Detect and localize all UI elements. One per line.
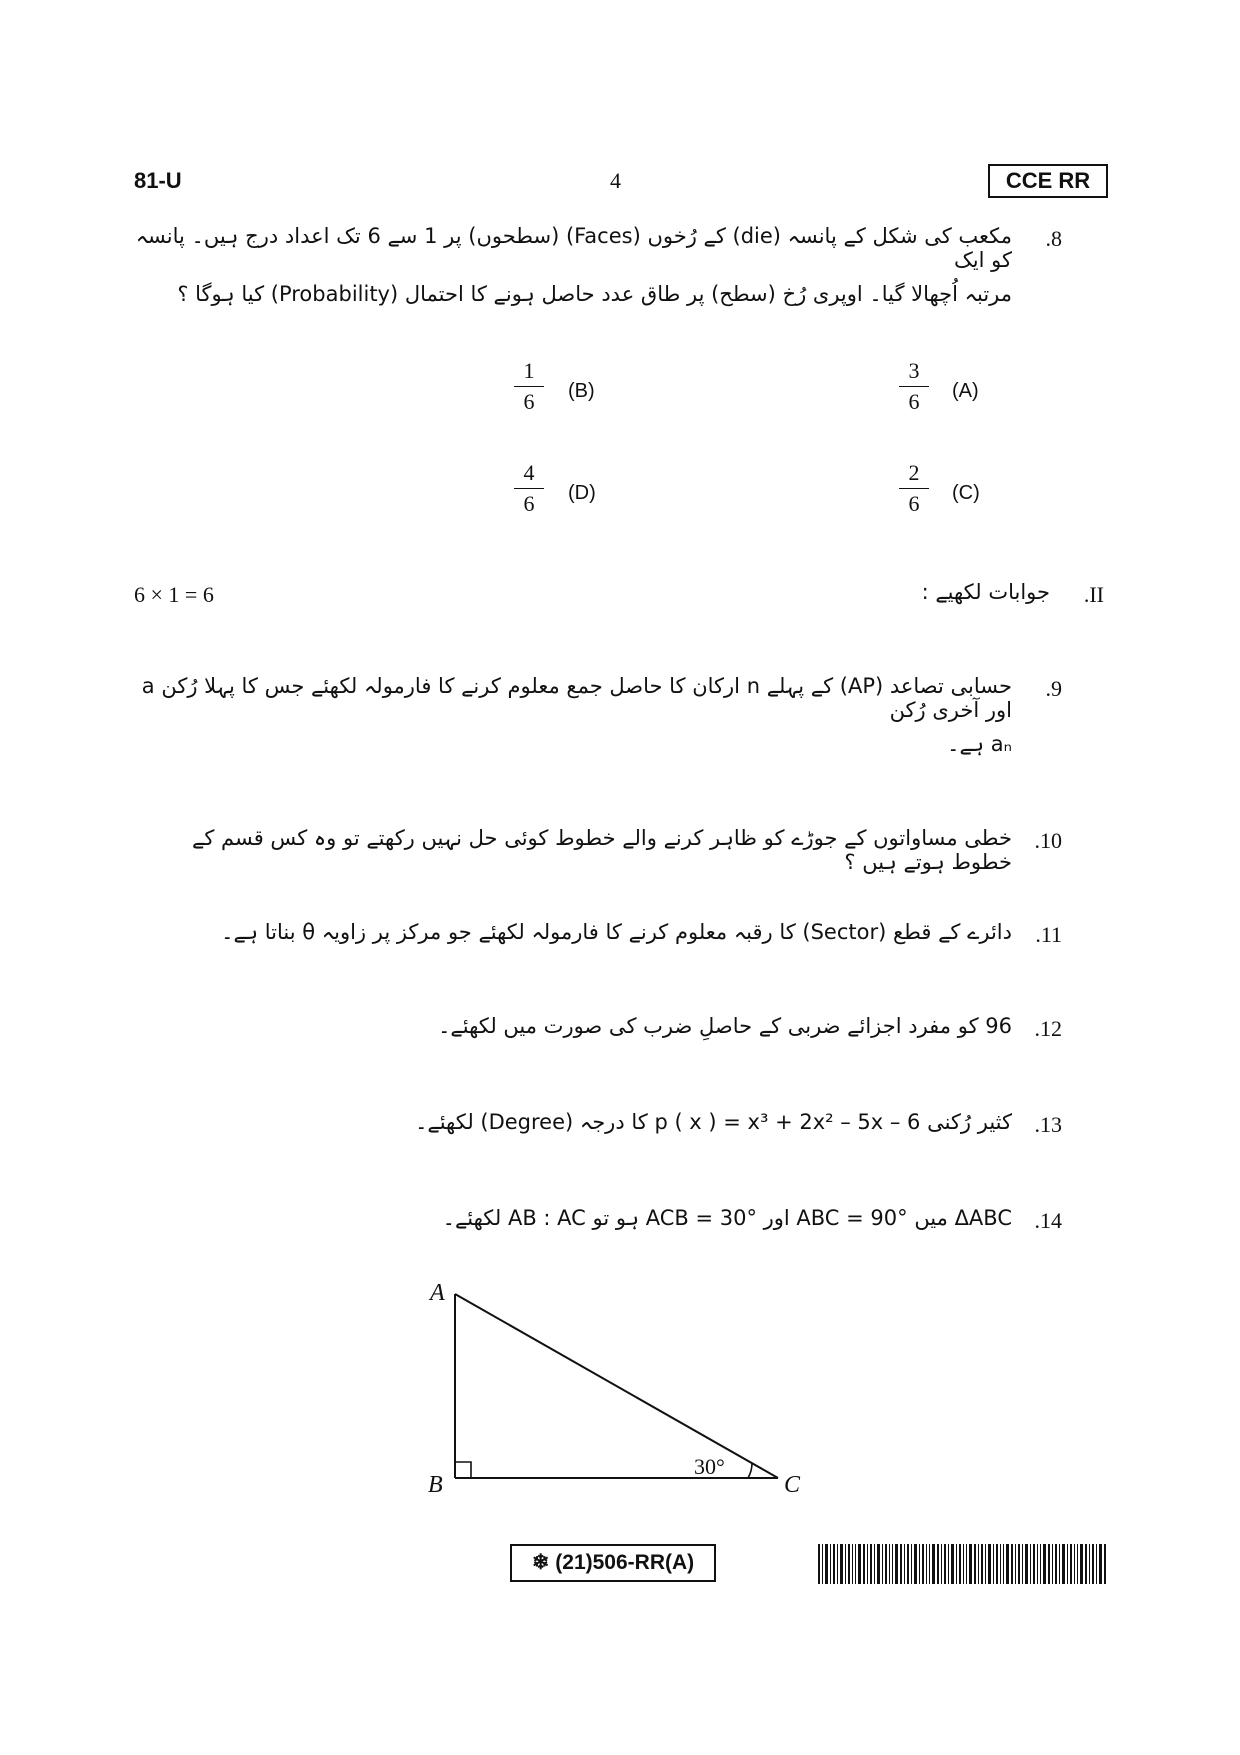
vertex-a-label: A (430, 1280, 445, 1306)
option-c-fraction (899, 460, 929, 517)
q13-number: .13 (1034, 1112, 1062, 1137)
section-marks: 6 × 1 = 6 (134, 582, 214, 607)
option-b-fraction (514, 358, 544, 415)
paper-code: 81-U (134, 168, 182, 193)
option-b-denominator: 6 (523, 389, 535, 414)
q9-line1: حسابی تصاعد (AP) کے پہلے n ارکان کا حاصل جمع معلوم کرنے کا فارمولہ لکھئے جس کا پہلا رُکن a اور آخری رُکن (141, 674, 1012, 722)
angle-arc (748, 1463, 752, 1478)
option-d-fraction (514, 460, 544, 517)
angle-30-label: 30° (694, 1454, 725, 1479)
q8-line2: مرتبہ اُچھالا گیا۔ اوپری رُخ (سطح) پر طاق عدد حاصل ہونے کا احتمال (Probability) کیا ہوگا ؟ (177, 282, 1012, 306)
option-a-fraction (899, 358, 929, 415)
option-c-numerator: 2 (908, 460, 920, 485)
option-a-denominator: 6 (908, 389, 920, 414)
q10-text: خطی مساواتوں کے جوڑے کو ظاہر کرنے والے خطوط کوئی حل نہیں رکھتے تو وہ کس قسم کے خطوط ہوتے ہیں ؟ (192, 826, 1012, 874)
q8-number: .8 (1045, 226, 1062, 251)
fraction-bar (899, 386, 929, 387)
q9-line2: aₙ ہے۔ (947, 732, 1012, 756)
q14-number: .14 (1034, 1208, 1062, 1233)
option-a-label: (A) (952, 380, 979, 402)
option-d-numerator: 4 (523, 460, 535, 485)
option-d-label: (D) (568, 482, 596, 504)
q10-number: .10 (1034, 828, 1062, 853)
option-b-label: (B) (568, 380, 595, 402)
q12-number: .12 (1034, 1016, 1062, 1041)
section-title: جوابات لکھیے : (921, 580, 1050, 604)
q13-text: کثیر رُکنی p ( x ) = x³ + 2x² – 5x – 6 کا درجہ (Degree) لکھئے۔ (415, 1110, 1012, 1134)
q8-line1: مکعب کی شکل کے پانسہ (die) کے رُخوں (Faces) (سطحوں) پر 1 سے 6 تک اعداد درج ہیں۔ پانسہ کو ایک (135, 224, 1012, 272)
paper-series-code: ❄ (21)506-RR(A) (510, 1544, 716, 1582)
q9-number: .9 (1045, 676, 1062, 701)
series-box: CCE RR (988, 164, 1108, 198)
fraction-bar (514, 488, 544, 489)
fraction-bar (899, 488, 929, 489)
option-b-numerator: 1 (523, 358, 535, 383)
page-number: 4 (610, 168, 621, 193)
vertex-c-label: C (784, 1472, 801, 1498)
option-a-numerator: 3 (908, 358, 920, 383)
side-ac (455, 1294, 778, 1478)
option-c-denominator: 6 (908, 491, 920, 516)
q11-number: .11 (1035, 922, 1062, 947)
section-number: .II (1083, 582, 1104, 607)
q12-text: 96 کو مفرد اجزائے ضربی کے حاصلِ ضرب کی صورت میں لکھئے۔ (438, 1014, 1012, 1038)
right-angle-marker (455, 1462, 471, 1478)
q14-text: ΔABC میں ABC = 90° اور ACB = 30° ہو تو AB : AC لکھئے۔ (442, 1206, 1012, 1230)
vertex-b-label: B (428, 1472, 443, 1498)
option-d-denominator: 6 (523, 491, 535, 516)
q11-text: دائرے کے قطع (Sector) کا رقبہ معلوم کرنے کا فارمولہ لکھئے جو مرکز پر زاویہ θ بناتا ہے۔ (221, 920, 1012, 944)
triangle-diagram (420, 1270, 820, 1510)
fraction-bar (514, 386, 544, 387)
barcode (818, 1544, 1108, 1584)
option-c-label: (C) (952, 482, 980, 504)
